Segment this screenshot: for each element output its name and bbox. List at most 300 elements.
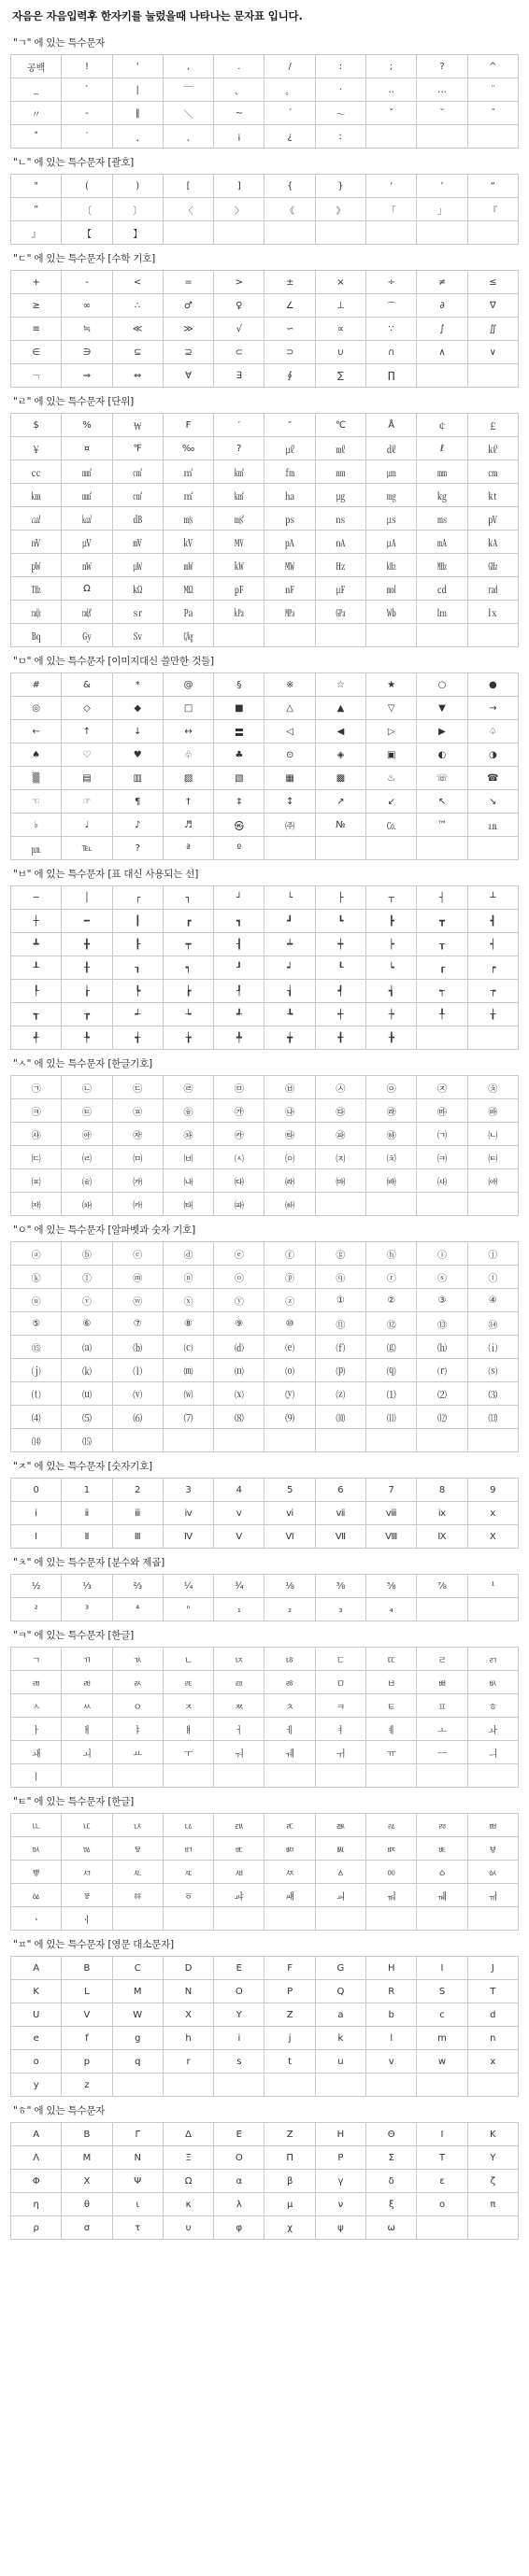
character-cell: ⓘ [417, 1242, 467, 1266]
section-title: "ㄹ" 에 있는 특수문자 [단위] [13, 396, 135, 407]
table-row [11, 673, 519, 697]
character-cell: ⅴ [214, 1502, 264, 1525]
character-cell: ⓡ [366, 1266, 417, 1289]
character-table [10, 1647, 519, 1788]
character-cell: ☞ [62, 790, 112, 814]
character-cell: ┲ [62, 1003, 112, 1026]
character-cell: 2 [112, 1479, 163, 1502]
character-cell: F [264, 1957, 315, 1980]
character-cell: √ [214, 318, 264, 341]
character-cell: ⒀ [467, 1406, 518, 1429]
character-cell [315, 1907, 365, 1931]
character-cell: ⒁ [11, 1429, 62, 1452]
character-cell: 8 [417, 1479, 467, 1502]
character-cell: H [366, 1957, 417, 1980]
character-cell: ㎥ [163, 460, 213, 484]
character-cell [417, 1907, 467, 1931]
character-cell: ⒴ [264, 1382, 315, 1406]
table-row [11, 1671, 519, 1694]
character-cell: ㉿ [214, 814, 264, 837]
character-cell: n [467, 2027, 518, 2050]
character-cell: ㅅ [11, 1694, 62, 1718]
character-cell [467, 221, 518, 245]
table-row [11, 886, 519, 910]
character-cell: ⅳ [163, 1502, 213, 1525]
character-cell: ㎊ [214, 577, 264, 601]
character-cell [467, 1429, 518, 1452]
character-cell [366, 1193, 417, 1216]
table-row [11, 1076, 519, 1099]
character-cell: $ [11, 414, 62, 437]
character-cell: ㅻ [112, 1861, 163, 1884]
character-cell: 〔 [62, 198, 112, 221]
character-cell: Χ [62, 2170, 112, 2193]
character-cell [366, 125, 417, 149]
character-cell: ㉫ [62, 1099, 112, 1123]
character-cell [163, 1907, 213, 1931]
table-row [11, 1026, 519, 1050]
character-cell: ㆈ [264, 1884, 315, 1907]
table-row [11, 55, 519, 78]
character-cell: ⇔ [112, 364, 163, 388]
character-cell: ⊇ [163, 341, 213, 364]
character-cell: ㎋ [264, 577, 315, 601]
character-cell: ‘ [366, 175, 417, 198]
character-cell: Å [366, 414, 417, 437]
character-cell: ⒤ [467, 1336, 518, 1359]
character-cell: s [214, 2050, 264, 2074]
character-cell: ┩ [315, 980, 365, 1003]
character-cell [315, 1193, 365, 1216]
character-cell: ㈜ [264, 814, 315, 837]
character-cell: l [366, 2027, 417, 2050]
character-cell: ψ [315, 2216, 365, 2240]
character-cell [366, 1764, 417, 1788]
character-cell [264, 1764, 315, 1788]
character-cell [417, 125, 467, 149]
character-cell: ㆉ [315, 1884, 365, 1907]
table-row [11, 933, 519, 956]
character-cell: T [467, 1980, 518, 2003]
character-cell: x [467, 2050, 518, 2074]
character-cell: ⌒ [366, 294, 417, 318]
character-table [10, 270, 519, 388]
table-row [11, 956, 519, 980]
character-cell: ㈆ [214, 1146, 264, 1169]
section-title: "ㅇ" 에 있는 특수문자 [알파벳과 숫자 기호] [13, 1224, 195, 1236]
table-row [11, 1003, 519, 1026]
character-cell: 」 [417, 198, 467, 221]
table-row [11, 2123, 519, 2146]
character-cell: ◑ [467, 743, 518, 767]
character-cell: Ⅷ [366, 1525, 417, 1549]
character-cell: ㄸ [366, 1648, 417, 1671]
character-cell: φ [214, 2216, 264, 2240]
character-cell: ├ [315, 886, 365, 910]
character-cell: ㅜ [163, 1741, 213, 1764]
character-cell: ㅪ [264, 1814, 315, 1837]
table-row [11, 78, 519, 102]
character-cell: ∋ [62, 341, 112, 364]
character-cell: ♨ [366, 767, 417, 790]
character-cell: ㎽ [163, 554, 213, 577]
character-cell: ⓢ [417, 1266, 467, 1289]
section-title: "ㄴ" 에 있는 특수문자 [괄호] [13, 157, 135, 168]
character-cell: ┬ [366, 886, 417, 910]
table-row [11, 364, 519, 388]
character-cell [467, 1026, 518, 1050]
character-cell: 〈 [163, 198, 213, 221]
character-cell: V [62, 2003, 112, 2027]
character-cell: Ι [417, 2123, 467, 2146]
character-cell: ㎴ [467, 507, 518, 531]
character-cell: ㎾ [214, 554, 264, 577]
character-cell: ㈒ [315, 1169, 365, 1193]
character-cell: p [62, 2050, 112, 2074]
character-cell: ● [467, 673, 518, 697]
character-cell: ┳ [417, 910, 467, 933]
table-row [11, 1598, 519, 1621]
character-cell: ! [62, 55, 112, 78]
character-cell: ∑ [315, 364, 365, 388]
character-cell: § [214, 673, 264, 697]
character-cell: Μ [62, 2146, 112, 2170]
character-cell: ↔ [163, 720, 213, 743]
character-cell: ▦ [264, 767, 315, 790]
character-cell: ˝ [467, 102, 518, 125]
character-cell [112, 1907, 163, 1931]
character-cell [417, 1026, 467, 1050]
character-cell: > [214, 271, 264, 294]
character-cell: Δ [163, 2123, 213, 2146]
character-cell: ㆌ [467, 1884, 518, 1907]
character-cell: ³ [62, 1598, 112, 1621]
character-cell: ㎁ [315, 531, 365, 554]
character-cell [264, 1429, 315, 1452]
table-row [11, 1980, 519, 2003]
character-cell: 〃 [11, 102, 62, 125]
character-cell: ╇ [214, 1026, 264, 1050]
character-cell: ⓦ [112, 1289, 163, 1312]
character-cell [417, 2074, 467, 2097]
character-cell [264, 1907, 315, 1931]
character-cell: ∮ [264, 364, 315, 388]
character-cell: Α [11, 2123, 62, 2146]
character-cell: ㉠ [11, 1076, 62, 1099]
character-cell: ⒣ [417, 1336, 467, 1359]
character-cell: † [163, 790, 213, 814]
character-cell: ㎮ [11, 601, 62, 624]
character-cell: ㉱ [366, 1099, 417, 1123]
table-row [11, 1957, 519, 1980]
character-cell: ┥ [467, 933, 518, 956]
character-cell: ♂ [163, 294, 213, 318]
table-row [11, 437, 519, 460]
character-cell: ㅀ [264, 1671, 315, 1694]
table-row [11, 1123, 519, 1146]
character-cell: ￦ [112, 414, 163, 437]
character-cell: ┫ [467, 910, 518, 933]
character-cell: κ [163, 2193, 213, 2216]
table-row [11, 1502, 519, 1525]
character-cell: ㈇ [264, 1146, 315, 1169]
character-cell: ω [366, 2216, 417, 2240]
character-cell: ⓧ [163, 1289, 213, 1312]
character-cell [417, 364, 467, 388]
character-cell: ㈓ [366, 1169, 417, 1193]
character-cell: ㎩ [163, 601, 213, 624]
character-cell: ⅔ [112, 1575, 163, 1598]
character-cell: ㏀ [112, 577, 163, 601]
character-cell: ∞ [62, 294, 112, 318]
character-cell: θ [62, 2193, 112, 2216]
character-cell: ㎒ [417, 554, 467, 577]
character-cell: ━ [62, 910, 112, 933]
character-cell: ㉲ [417, 1099, 467, 1123]
character-cell: ∼ [214, 102, 264, 125]
character-cell: ’ [417, 175, 467, 198]
character-cell: ℡ [62, 837, 112, 860]
character-cell: ┝ [366, 933, 417, 956]
table-row [11, 2003, 519, 2027]
character-cell: h [163, 2027, 213, 2050]
character-cell: ∇ [467, 294, 518, 318]
table-row [11, 1525, 519, 1549]
character-cell: ┨ [214, 933, 264, 956]
character-cell: π [467, 2193, 518, 2216]
character-cell: 〓 [214, 720, 264, 743]
character-cell: ㎱ [315, 507, 365, 531]
character-cell: ╀ [417, 1003, 467, 1026]
character-cell: ￡ [467, 414, 518, 437]
character-cell: ┪ [366, 980, 417, 1003]
table-row [11, 414, 519, 437]
character-cell: β [264, 2170, 315, 2193]
character-cell [417, 837, 467, 860]
character-cell [366, 624, 417, 647]
character-cell: ㅊ [264, 1694, 315, 1718]
character-cell: ν [315, 2193, 365, 2216]
character-cell: ㎛ [366, 460, 417, 484]
document-title: 자음은 자음입력후 한자키를 눌렀을때 나타나는 문자표 입니다. [12, 9, 303, 22]
character-cell: ⓒ [112, 1242, 163, 1266]
character-cell [214, 624, 264, 647]
character-cell: ( [62, 175, 112, 198]
character-cell: ㏆ [163, 624, 213, 647]
character-cell: ” [11, 198, 62, 221]
character-cell: ㈈ [315, 1146, 365, 1169]
character-cell: ╈ [264, 1026, 315, 1050]
character-table [10, 1075, 519, 1216]
character-cell: ⒵ [315, 1382, 365, 1406]
table-row [11, 743, 519, 767]
character-cell: ≪ [112, 318, 163, 341]
character-cell: ┍ [467, 956, 518, 980]
character-cell: ^ [467, 55, 518, 78]
character-cell: ㎙ [264, 460, 315, 484]
character-cell: " [11, 175, 62, 198]
section-title: "ㅂ" 에 있는 특수문자 [표 대신 사용되는 선] [13, 869, 199, 880]
character-cell: u [315, 2050, 365, 2074]
character-cell: ⑪ [315, 1312, 365, 1336]
character-cell: Θ [366, 2123, 417, 2146]
character-cell: ㅉ [214, 1694, 264, 1718]
character-cell: ▲ [315, 697, 365, 720]
character-cell: ┧ [264, 980, 315, 1003]
character-cell [417, 221, 467, 245]
character-cell: ㎍ [315, 484, 365, 507]
character-cell: ∂ [417, 294, 467, 318]
character-cell: ‥ [366, 78, 417, 102]
character-cell: ¤ [62, 437, 112, 460]
character-cell: ☎ [467, 767, 518, 790]
character-cell: ∏ [366, 364, 417, 388]
character-cell: ㎌ [315, 577, 365, 601]
character-cell: ⑦ [112, 1312, 163, 1336]
character-cell: ㎘ [467, 437, 518, 460]
character-cell: Ο [214, 2146, 264, 2170]
character-cell: ´ [264, 102, 315, 125]
character-cell: ㅈ [163, 1694, 213, 1718]
character-cell: Β [62, 2123, 112, 2146]
character-cell: ⑫ [366, 1312, 417, 1336]
character-cell: Τ [417, 2146, 467, 2170]
character-cell: α [214, 2170, 264, 2193]
character-cell [467, 1907, 518, 1931]
character-cell: ⓕ [264, 1242, 315, 1266]
character-cell: ¡ [214, 125, 264, 149]
character-cell: P [264, 1980, 315, 2003]
character-cell: ㉶ [112, 1123, 163, 1146]
character-cell: ㉩ [467, 1076, 518, 1099]
character-cell: ㉡ [62, 1076, 112, 1099]
character-cell: ⅞ [417, 1575, 467, 1598]
character-cell: Ⅲ [112, 1525, 163, 1549]
character-cell: º [214, 837, 264, 860]
character-cell: ㈖ [11, 1193, 62, 1216]
character-cell: ⓑ [62, 1242, 112, 1266]
character-cell: S [417, 1980, 467, 2003]
character-cell: 〉 [214, 198, 264, 221]
character-cell: j [264, 2027, 315, 2050]
character-cell: ㄷ [315, 1648, 365, 1671]
character-cell: ♣ [214, 743, 264, 767]
character-cell: % [62, 414, 112, 437]
character-cell: 、 [214, 78, 264, 102]
table-row [11, 1814, 519, 1837]
character-cell [214, 1907, 264, 1931]
character-cell: ㄻ [11, 1671, 62, 1694]
character-cell: 》 [315, 198, 365, 221]
character-cell: ▼ [417, 697, 467, 720]
character-cell: ⑸ [62, 1406, 112, 1429]
table-row [11, 341, 519, 364]
character-cell [315, 624, 365, 647]
character-cell: ˛ [163, 125, 213, 149]
character-cell: ρ [11, 2216, 62, 2240]
character-cell: ㎎ [366, 484, 417, 507]
character-cell [366, 1429, 417, 1452]
character-cell: ㎈ [11, 507, 62, 531]
table-row [11, 125, 519, 149]
character-cell: Ω [163, 2170, 213, 2193]
table-row [11, 1242, 519, 1266]
character-cell: ⊂ [214, 341, 264, 364]
table-row [11, 814, 519, 837]
table-row [11, 1406, 519, 1429]
character-cell: ㅎ [467, 1694, 518, 1718]
character-cell: ⓣ [467, 1266, 518, 1289]
character-cell: △ [264, 697, 315, 720]
character-cell: ¹ [467, 1575, 518, 1598]
character-cell: ㆇ [214, 1884, 264, 1907]
character-cell: Y [214, 2003, 264, 2027]
character-cell [214, 1764, 264, 1788]
character-cell: ㎯ [62, 601, 112, 624]
character-cell: ㏏ [467, 484, 518, 507]
character-cell: z [62, 2074, 112, 2097]
character-cell: G [315, 1957, 365, 1980]
character-cell: ⅸ [417, 1502, 467, 1525]
character-cell: ┤ [417, 886, 467, 910]
character-cell: Π [264, 2146, 315, 2170]
character-cell: ㅕ [315, 1718, 365, 1741]
character-cell: ι [112, 2193, 163, 2216]
character-cell: Λ [11, 2146, 62, 2170]
character-cell: ˘ [417, 102, 467, 125]
table-row [11, 1648, 519, 1671]
character-cell: ⓖ [315, 1242, 365, 1266]
character-cell: ♤ [467, 720, 518, 743]
character-cell: ㈑ [264, 1169, 315, 1193]
character-cell: 【 [62, 221, 112, 245]
table-row [11, 484, 519, 507]
character-cell: ㎪ [214, 601, 264, 624]
character-cell: ㄹ [417, 1648, 467, 1671]
character-cell: ₃ [315, 1598, 365, 1621]
character-cell: ㅷ [417, 1837, 467, 1861]
character-cell: ㅟ [315, 1741, 365, 1764]
character-cell: ∀ [163, 364, 213, 388]
table-row [11, 221, 519, 245]
character-cell: ⓠ [315, 1266, 365, 1289]
character-cell: ㏇ [366, 814, 417, 837]
character-cell: ㅩ [214, 1814, 264, 1837]
character-cell: ⒲ [163, 1382, 213, 1406]
character-cell: a [315, 2003, 365, 2027]
character-cell: ┘ [214, 886, 264, 910]
character-cell: N [163, 1980, 213, 2003]
character-cell: < [112, 271, 163, 294]
character-cell: ㎨ [214, 507, 264, 531]
character-cell: ㏖ [366, 577, 417, 601]
character-cell: ㆋ [417, 1884, 467, 1907]
character-cell: ㎲ [366, 507, 417, 531]
character-cell: Ⅵ [264, 1525, 315, 1549]
character-cell: ¿ [264, 125, 315, 149]
character-cell [112, 1764, 163, 1788]
character-cell: ▣ [366, 743, 417, 767]
character-cell: ㎤ [112, 460, 163, 484]
character-cell: ⁿ [163, 1598, 213, 1621]
character-cell: ∠ [264, 294, 315, 318]
character-cell: ⓔ [214, 1242, 264, 1266]
character-cell: ≠ [417, 271, 467, 294]
character-cell: ⑩ [264, 1312, 315, 1336]
character-cell: ㏛ [112, 601, 163, 624]
character-cell: ㈙ [163, 1193, 213, 1216]
character-cell: ㆁ [417, 1861, 467, 1884]
